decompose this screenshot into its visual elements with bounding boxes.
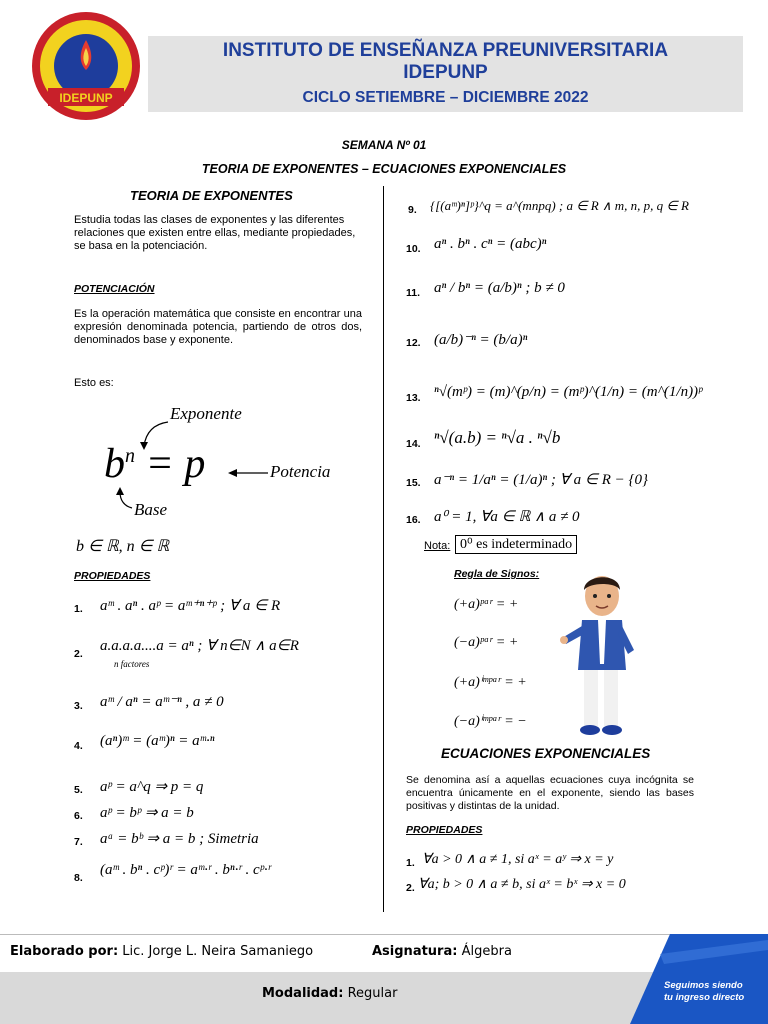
prop-formula: aᵖ = bᵖ ⇒ a = b — [100, 805, 194, 821]
base-arrow-icon — [110, 486, 136, 512]
prop-formula: aⁿ / bⁿ = (a/b)ⁿ ; b ≠ 0 — [434, 280, 565, 296]
sign-rule: (−a)ⁱᵐᵖᵃʳ = − — [454, 714, 527, 729]
sign-rule: (+a)ᵖᵃʳ = + — [454, 597, 519, 612]
prop-number: 11. — [406, 287, 421, 299]
header-institute: INSTITUTO DE ENSEÑANZA PREUNIVERSITARIA — [222, 40, 669, 61]
prop-formula: aᵐ . aⁿ . aᵖ = aᵐ⁺ⁿ⁺ᵖ ; ∀ a ∈ R — [100, 598, 281, 614]
ecuaciones-title: ECUACIONES EXPONENCIALES — [441, 746, 651, 761]
prop-number: 12. — [406, 337, 421, 349]
prop-formula: aᵐ / aⁿ = aᵐ⁻ⁿ , a ≠ 0 — [100, 694, 224, 710]
prop-formula: ⁿ√(mᵖ) = (m)^(p/n) = (mᵖ)^(1/n) = (m^(1/n))ᵖ — [434, 384, 703, 400]
eq-prop-number: 2. — [406, 882, 415, 894]
potencia-arrow-icon — [228, 466, 268, 480]
formula-exponent: n — [125, 445, 135, 467]
author-value: Lic. Jorge L. Neira Samaniego — [122, 944, 314, 959]
logo-text: IDEPUNP — [59, 91, 113, 105]
prop-number: 6. — [74, 810, 83, 822]
potencia-label: Potencia — [270, 462, 331, 481]
prop-formula: a⁻ⁿ = 1/aⁿ = (1/a)ⁿ ; ∀ a ∈ R − {0} — [434, 472, 649, 488]
domain-statement: b ∈ ℝ, n ∈ ℝ — [76, 538, 170, 555]
author-label: Elaborado por: — [10, 944, 119, 959]
subject-label: Asignatura: — [372, 944, 458, 959]
prop-number: 9. — [408, 204, 417, 216]
prop-formula: ⁿ√(a.b) = ⁿ√a . ⁿ√b — [434, 428, 561, 447]
signos-title: Regla de Signos: — [454, 568, 540, 580]
power-formula — [104, 440, 205, 488]
prop-formula: (aᵐ . bⁿ . cᵖ)ʳ = aᵐ·ʳ . bⁿ·ʳ . cᵖ·ʳ — [100, 862, 271, 878]
teacher-cartoon-icon — [560, 570, 640, 738]
theory-title: TEORIA DE EXPONENTES — [130, 188, 293, 203]
eq-prop-number: 1. — [406, 857, 415, 869]
prop-formula: aⁿ . bⁿ . cⁿ = (abc)ⁿ — [434, 236, 547, 252]
formula-base: b — [104, 441, 125, 487]
ecuaciones-paragraph: Se denomina así a aquellas ecuaciones cuya incógnita se encuentra únicamente en el exponente, siendo las bases positivas y distintas de la unidad. — [406, 774, 694, 812]
topic-title: TEORIA DE EXPONENTES – ECUACIONES EXPONENCIALES — [201, 162, 567, 176]
idepunp-logo — [30, 10, 142, 122]
prop-number: 3. — [74, 700, 83, 712]
prop-number: 4. — [74, 740, 83, 752]
prop-formula: aᵃ = bᵇ ⇒ a = b ; Simetria — [100, 831, 259, 847]
prop-number: 14. — [406, 438, 421, 450]
esto-es-label: Esto es: — [74, 377, 114, 389]
footer-modality — [262, 986, 397, 1001]
prop-number: 15. — [406, 477, 421, 489]
sign-rule: (+a)ⁱᵐᵖᵃʳ = + — [454, 675, 527, 690]
n-factores-label: n factores — [114, 659, 150, 669]
subject-value: Álgebra — [461, 944, 512, 959]
column-divider — [383, 186, 384, 912]
prop-number: 7. — [74, 836, 83, 848]
prop-formula: aᵖ = a^q ⇒ p = q — [100, 779, 204, 795]
slogan-line-1: Seguimos siendo — [664, 980, 743, 991]
prop-formula: (aⁿ)ᵐ = (aᵐ)ⁿ = aᵐ·ⁿ — [100, 733, 215, 749]
prop-number: 2. — [74, 648, 83, 660]
potenciacion-paragraph: Es la operación matemática que consiste en encontrar una expresión denominada potencia, partiendo de otros dos, denominados base y exponente. — [74, 308, 362, 346]
intro-paragraph: Estudia todas las clases de exponentes y las diferentes relaciones que existen entre ellas, mediante propiedades, se basa en la potenciación. — [74, 214, 356, 252]
formula-rest: = p — [145, 441, 206, 487]
header-acronym: IDEPUNP — [403, 62, 488, 83]
nota-label: Nota: — [424, 540, 451, 552]
footer-author — [10, 944, 313, 959]
prop-formula: (a/b)⁻ⁿ = (b/a)ⁿ — [434, 332, 528, 348]
prop-number: 8. — [74, 872, 83, 884]
sign-rule: (−a)ᵖᵃʳ = + — [454, 635, 519, 650]
prop-number: 16. — [406, 514, 421, 526]
week-title: SEMANA Nº 01 — [341, 138, 427, 152]
modality-label: Modalidad: — [262, 986, 344, 1001]
prop-number: 5. — [74, 784, 83, 796]
eq-prop-formula: ∀a > 0 ∧ a ≠ 1, si aˣ = aʸ ⇒ x = y — [422, 852, 614, 867]
footer-blue-shape — [630, 934, 768, 1024]
propiedades-title-left: PROPIEDADES — [74, 570, 151, 582]
prop-formula: a.a.a.a....a = aⁿ ; ∀ n∈N ∧ a∈R — [100, 638, 299, 654]
prop-formula: a⁰ = 1, ∀a ∈ ℝ ∧ a ≠ 0 — [434, 509, 580, 525]
footer-subject — [372, 944, 512, 959]
prop-formula: {[(aᵐ)ⁿ]ᵖ}^q = a^(mnpq) ; a ∈ R ∧ m, n, p, q ∈ R — [430, 198, 689, 213]
prop-number: 10. — [406, 243, 421, 255]
propiedades-title-right: PROPIEDADES — [406, 824, 483, 836]
base-label: Base — [134, 500, 168, 519]
prop-number: 1. — [74, 603, 83, 615]
eq-prop-formula: ∀a; b > 0 ∧ a ≠ b, si aˣ = bˣ ⇒ x = 0 — [418, 877, 626, 892]
potenciacion-title: POTENCIACIÓN — [74, 283, 155, 295]
exponent-label: Exponente — [170, 404, 242, 423]
nota-box: 0⁰ es indeterminado — [455, 535, 577, 554]
modality-value: Regular — [347, 986, 398, 1001]
prop-number: 13. — [406, 392, 421, 404]
header-cycle: CICLO SETIEMBRE – DICIEMBRE 2022 — [302, 89, 589, 106]
footer-slogan — [664, 980, 744, 1004]
slogan-line-2: tu ingreso directo — [664, 992, 745, 1003]
